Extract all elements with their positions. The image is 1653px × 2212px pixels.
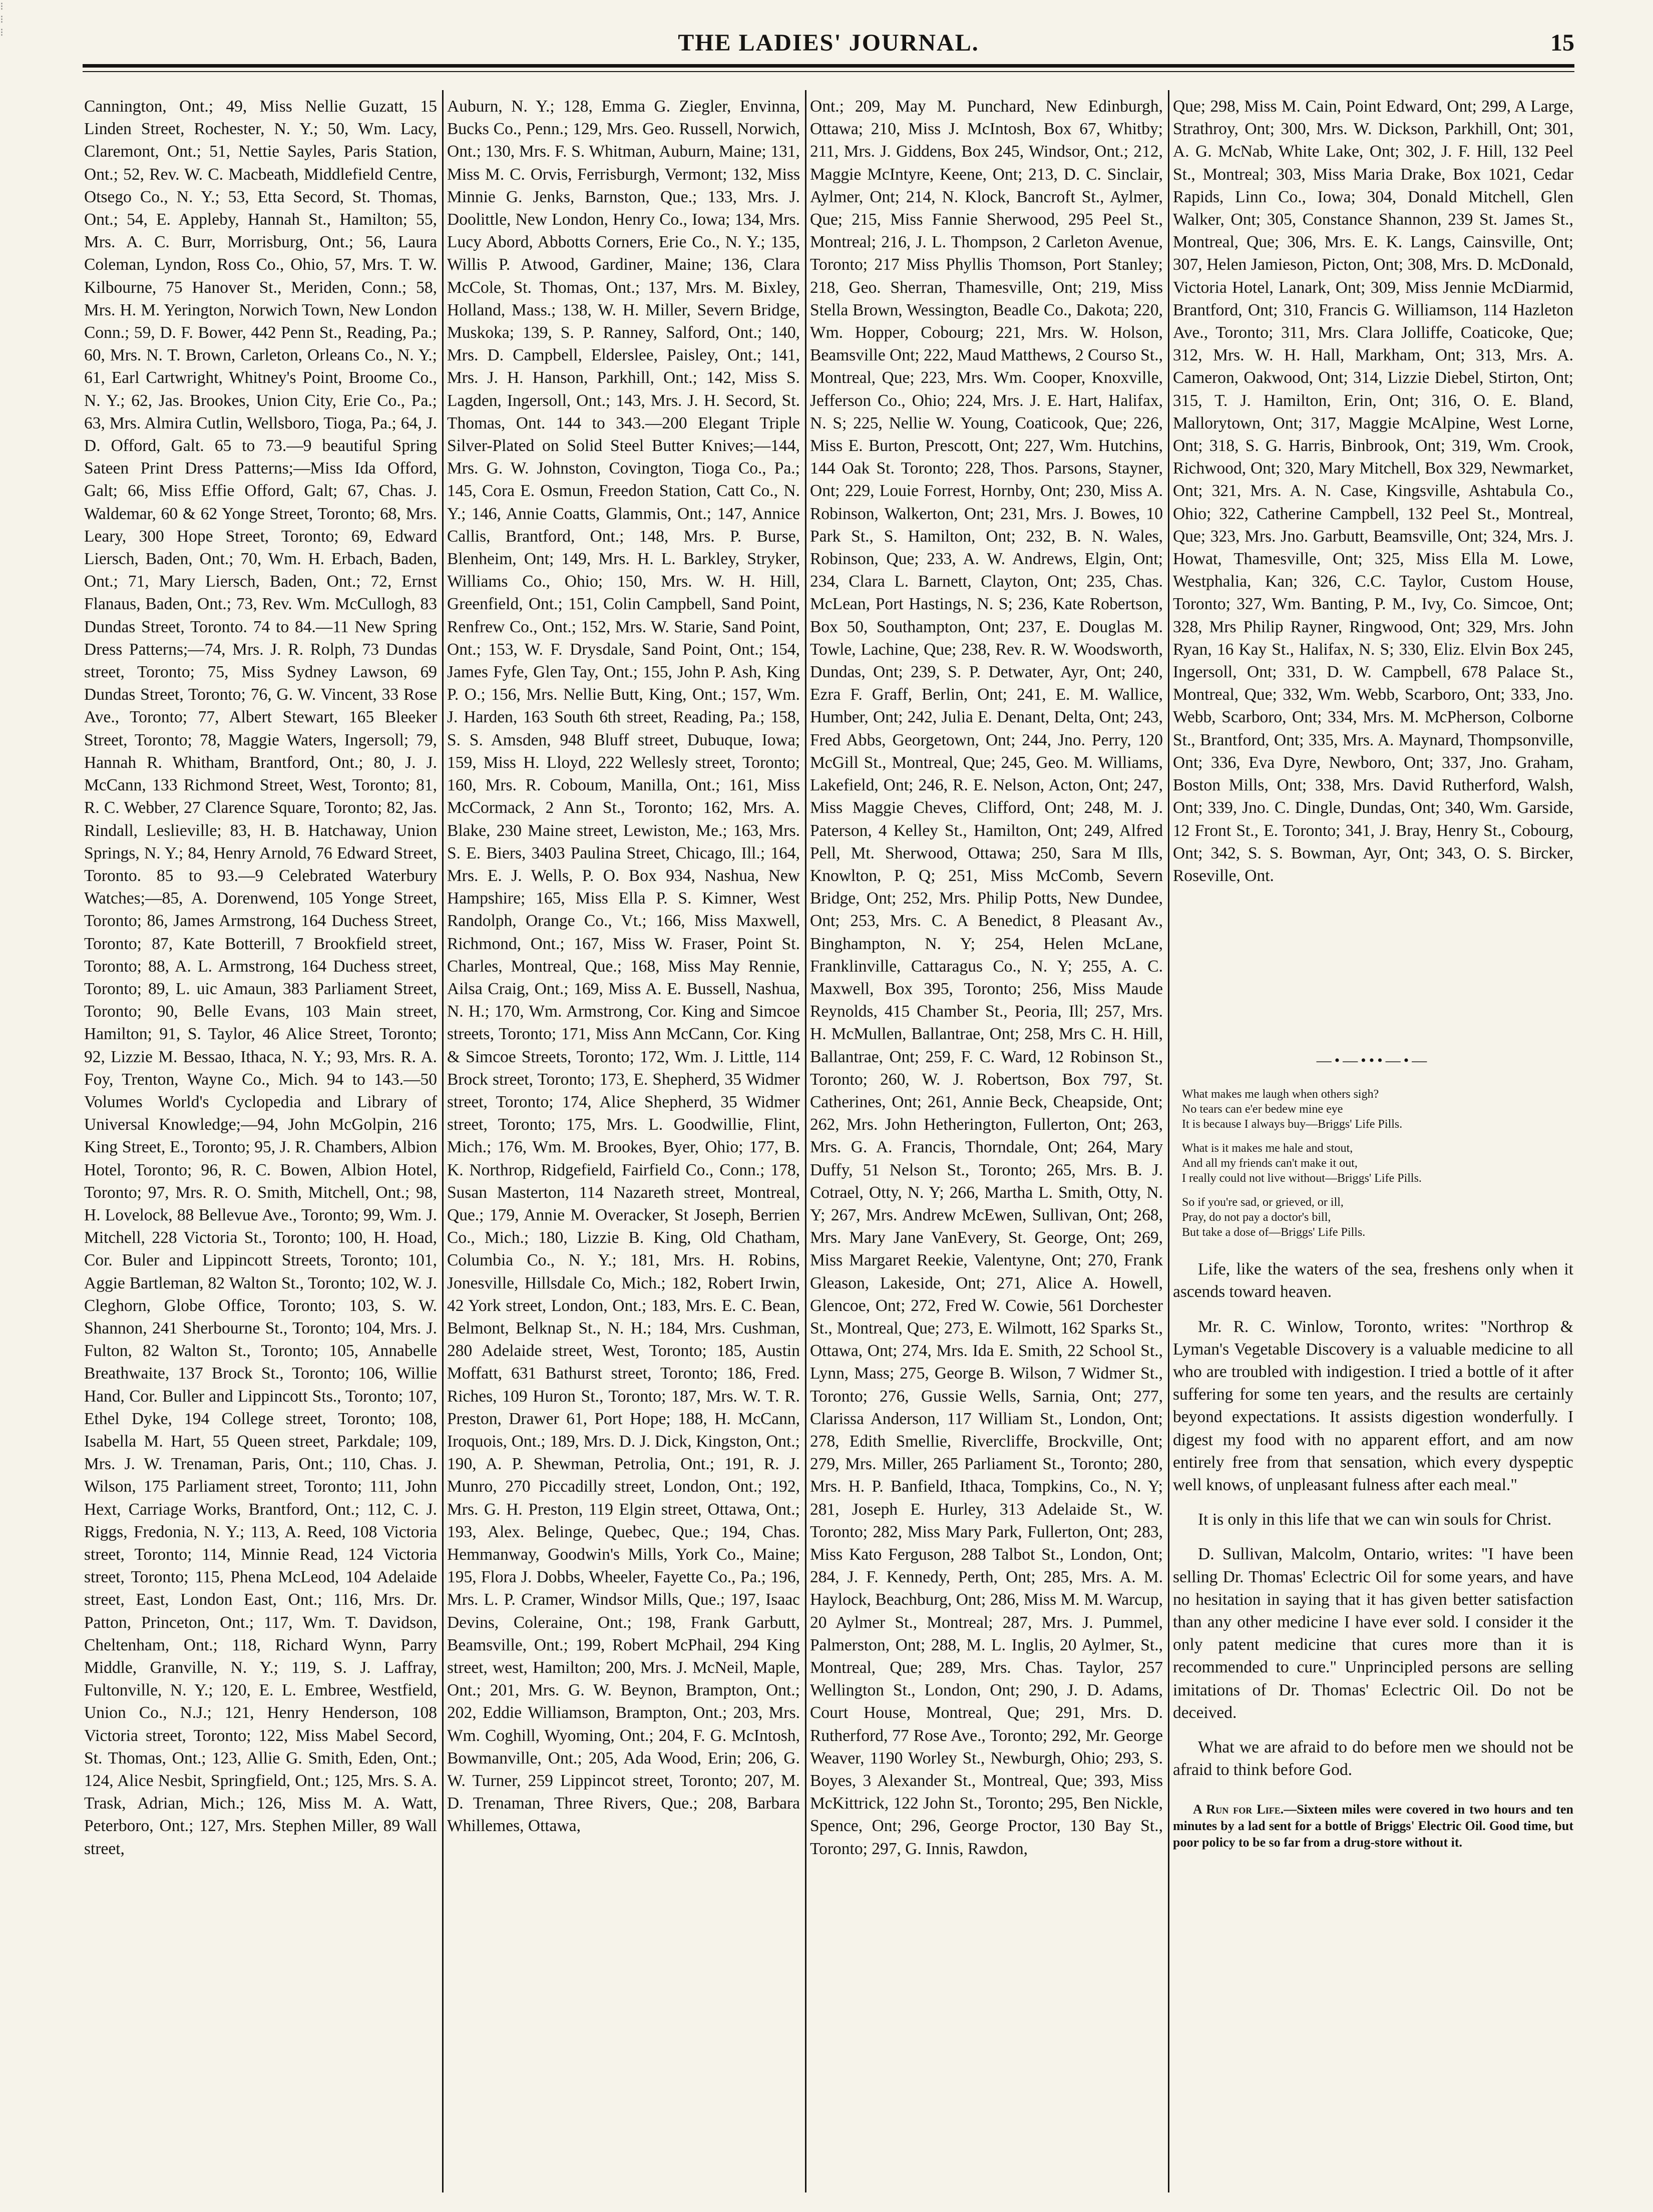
paragraph-afraid: What we are afraid to do before men we should not be afraid to think before God. <box>1173 1738 1573 1780</box>
verse-line: Pray, do not pay a doctor's bill, <box>1182 1211 1331 1224</box>
column-4 <box>1173 95 1573 2197</box>
paragraph-run-for-life <box>1173 1801 1573 1851</box>
paragraph-win-souls: It is only in this life that we can win souls for Christ. <box>1198 1510 1552 1529</box>
verse-line: I really could not live without—Briggs' Life Pills. <box>1182 1172 1422 1185</box>
prize-list-text: Ont.; 209, May M. Punchard, New Edinburgh, Ottawa; 210, Miss J. McIntosh, Box 67, Whitby; 211, Mrs. J. Giddens, Box 245, Windsor, Ont.; 212, Maggie McIntyre, Keene, Ont; 213, D. C. Sinclair, Aylmer, Ont; 214, N. Klock, Bancroft St., Aylmer, Que; 215, Miss Fannie Sherwood, 295 Peel St., Montreal; 216, J. L. Thompson, 2 Carleton Avenue, Toronto; 217 Miss Phyllis Thomson, Port Stanley; 218, Geo. Sherran, Thamesville, Ont; 219, Miss Stella Brown, Wessington, Beadle Co., Dakota; 220, Wm. Hopper, Cobourg; 221, Mrs. W. Holson, Beamsville Ont; 222, Maud Matthews, 2 Courso St., Montreal, Que; 223, Mrs. Wm. Cooper, Knoxville, Jefferson Co., Ohio; 224, Mrs. J. E. Hart, Halifax, N. S; 225, Nellie W. Young, Coaticook, Que; 226, Miss E. Burton, Prescott, Ont; 227, Wm. Hutchins, 144 Oak St. Toronto; 228, Thos. Parsons, Stayner, Ont; 229, Louie Forrest, Hornby, Ont; 230, Miss A. Robinson, Walkerton, Ont; 231, Mrs. J. Bowes, 10 Park St., S. Hamilton, Ont; 232, B. N. Wales, Robinson, Que; 233, A. W. Andrews, Elgin, Ont; 234, Clara L. Barnett, Clayton, Ont; 235, Chas. McLean, Port Hastings, N. S; 236, Kate Robertson, Box 50, Southampton, Ont; 237, E. Douglas M. Towle, Lachine, Que; 238, Rev. R. W. Woodsworth, Dundas, Ont; 239, S. P. Detwater, Ayr, Ont; 240, Ezra F. Graff, Berlin, Ont; 241, E. M. Wallice, Humber, Ont; 242, Julia E. Denant, Delta, Ont; 243, Fred Abbs, Georgetown, Ont; 244, Jno. Perry, 120 McGill St., Montreal, Que; 245, Geo. M. Williams, Lakefield, Ont; 246, R. E. Nelson, Acton, Ont; 247, Miss Maggie Cheves, Clifford, Ont; 248, M. J. Paterson, 4 Kelley St., Hamilton, Ont; 249, Alfred Pell, Mt. Sherwood, Ottawa; 250, Sara M Ills, Knowlton, P. Q; 251, Miss McComb, Severn Bridge, Ont; 252, Mrs. Philip Potts, New Dundee, Ont; 253, Mrs. C. A Benedict, 8 Pleasant Av., Binghampton, N. Y; 254, Helen McLane, Franklinville, Cattaragus Co., N. Y; 255, A. C. Maxwell, Box 395, Toronto; 256, Miss Maude Reynolds, 415 Chamber St., Peoria, Ill; 257, Mrs. H. McMullen, Ballantrae, Ont; 258, Mrs C. H. Hill, Ballantrae, Ont; 259, F. C. Ward, 12 Robinson St., Toronto; 260, W. J. Robertson, Box 797, St. Catherines, Ont; 261, Annie Beck, Cheapside, Ont; 262, Mrs. John Hetherington, Fullerton, Ont; 263, Mrs. G. A. Francis, Thorndale, Ont; 264, Mary Duffy, 51 Nelson St., Toronto; 265, Mrs. B. J. Cotrael, Otty, N. Y; 266, Martha L. Smith, Otty, N. Y; 267, Mrs. Andrew McEwen, Sullivan, Ont; 268, Mrs. Mary Jane VanEvery, St. George, Ont; 269, Miss Margaret Reekie, Valentyne, Ont; 270, Frank Gleason, Lakeside, Ont; 271, Alice A. Howell, Glencoe, Ont; 272, Fred W. Cowie, 561 Dorchester St., Montreal, Que; 273, E. Wilmott, 162 Sparks St., Ottawa, Ont; 274, Mrs. Ida E. Smith, 22 School St., Lynn, Mass; 275, George B. Wilson, 7 Widmer St., Toronto; 276, Gussie Wells, Sarnia, Ont; 277, Clarissa Anderson, 117 William St., London, Ont; 278, Edith Smellie, Rivercliffe, Brockville, Ont; 279, Mrs. Miller, 265 Parliament St., Toronto; 280, Mrs. H. P. Banfield, Ithaca, Tompkins, Co., N. Y; 281, Joseph E. Hurley, 313 Adelaide St., W. Toronto; 282, Miss Mary Park, Fullerton, Ont; 283, Miss Kato Ferguson, 288 Talbot St., London, Ont; 284, J. F. Kennedy, Perth, Ont; 285, Mrs. A. M. Haylock, Beachburg, Ont; 286, Miss M. M. Warcup, 20 Aylmer St., Montreal; 287, Mrs. J. Pummel, Palmerston, Ont; 288, M. L. Inglis, 20 Aylmer, St., Montreal, Que; 289, Mrs. Chas. Taylor, 257 Wellington St., London, Ont; 290, J. D. Adams, Court House, Montreal, Que; 291, Mrs. D. Rutherford, 77 Rose Ave., Toronto; 292, Mr. George Weaver, 1190 Worley St., Newburgh, Ohio; 293, S. Boyes, 3 Alexander St., Montreal, Que; 393, Miss McKittrick, 122 John St., Toronto; 295, Ben Nickle, Spence, Ont; 296, George Proctor, 130 Bay St., Toronto; 297, G. Innis, Rawdon, <box>810 97 1163 1858</box>
advert-verse-2 <box>1182 1141 1573 1186</box>
run-title: A Run for Life. <box>1193 1802 1284 1817</box>
prize-list-column-2 <box>447 95 800 2197</box>
prize-list-column-1 <box>84 95 437 2197</box>
verse-line: So if you're sad, or grieved, or ill, <box>1182 1196 1344 1209</box>
advert-verse-1 <box>1182 1087 1573 1132</box>
section-ornament: —•—•••—•— <box>1316 1052 1430 1069</box>
advert-verse-3 <box>1182 1195 1573 1240</box>
paragraph-winlow-testimonial: Mr. R. C. Winlow, Toronto, writes: "Northrop & Lyman's Vegetable Discovery is a valuable medicine to all who are troubled with indigestion. I tried a bottle of it after suffering for some ten years, and the results are certainly beyond expectations. It assists digestion wonderfully. I digest my food with no apparent effort, and am now entirely free from that sensation, which every dyspeptic well knows, of unpleasant fulness after each meal." <box>1173 1317 1573 1495</box>
paragraph-sullivan-testimonial: D. Sullivan, Malcolm, Ontario, writes: "I have been selling Dr. Thomas' Eclectric Oil for some years, and have no hesitation in saying that it has given better satisfaction than any other medicine I have ever sold. I consider it the only patent medicine that cures more than it is recommended to cure." Unprincipled persons are selling imitations of Dr. Thomas' Eclectric Oil. Do not be deceived. <box>1173 1545 1573 1722</box>
column-divider <box>442 90 444 2192</box>
header-rule-thick <box>83 64 1574 68</box>
prize-list-text: Que; 298, Miss M. Cain, Point Edward, Ont; 299, A Large, Strathroy, Ont; 300, Mrs. W. Dickson, Parkhill, Ont; 301, A. G. McNab, White Lake, Ont; 302, J. F. Hill, 132 Peel St., Montreal; 303, Miss Maria Drake, Box 1021, Cedar Rapids, Linn Co., Iowa; 304, Donald Mitchell, Glen Walker, Ont; 305, Constance Shannon, 239 St. James St., Montreal, Que; 306, Mrs. E. K. Langs, Cainsville, Ont; 307, Helen Jamieson, Picton, Ont; 308, Mrs. D. McDonald, Victoria Hotel, Lanark, Ont; 309, Miss Jennie McDiarmid, Brantford, Ont; 310, Francis G. Williamson, 114 Hazleton Ave., Toronto; 311, Mrs. Clara Jolliffe, Coaticoke, Que; 312, Mrs. W. H. Hall, Markham, Ont; 313, Mrs. A. Cameron, Oakwood, Ont; 314, Lizzie Diebel, Stirton, Ont; 315, T. J. Hamilton, Erin, Ont; 316, O. E. Bland, Mallorytown, Ont; 317, Maggie McAlpine, West Lorne, Ont; 318, S. G. Harris, Binbrook, Ont; 319, Wm. Crook, Richwood, Ont; 320, Mary Mitchell, Box 329, Newmarket, Ont; 321, Mrs. A. N. Case, Kingsville, Ashtabula Co., Ohio; 322, Catherine Campbell, 132 Peel St., Montreal, Que; 323, Mrs. Jno. Garbutt, Beamsville, Ont; 324, Mrs. J. Howat, Thamesville, Ont; 325, Miss Ella M. Lowe, Westphalia, Kan; 326, C.C. Taylor, Custom House, Toronto; 327, Wm. Banting, P. M., Ivy, Co. Simcoe, Ont; 328, Mrs Philip Rayner, Ringwood, Ont; 329, Mrs. John Ryan, 16 Kay St., Halifax, N. S; 330, Eliz. Elvin Box 245, Ingersoll, Ont; 331, D. W. Campbell, 678 Palace St., Montreal, Que; 332, Wm. Webb, Scarboro, Ont; 333, Jno. Webb, Scarboro, Ont; 334, Mrs. M. McPherson, Colborne St., Brantford, Ont; 335, Mrs. A. Maynard, Thompsonville, Ont; 336, Eva Dyre, Newboro, Ont; 337, Jno. Graham, Boston Mills, Ont; 338, Mrs. David Rutherford, Walsh, Ont; 339, Jno. C. Dingle, Dundas, Ont; 340, Wm. Garside, 12 Front St., E. Toronto; 341, J. Bray, Henry St., Cobourg, Ont; 342, S. S. Bowman, Ayr, Ont; 343, O. S. Bircker, Roseville, Ont. <box>1173 97 1573 885</box>
verse-line: No tears can e'er bedew mine eye <box>1182 1103 1343 1116</box>
header-rule-thin <box>83 71 1574 72</box>
page-number: 15 <box>1550 30 1574 56</box>
column-divider <box>1168 90 1169 2192</box>
column-divider <box>805 90 806 2192</box>
verse-line: What is it makes me hale and stout, <box>1182 1142 1353 1155</box>
run-body: —Sixteen miles were covered in two hours and ten minutes by a lad sent for a bottle of Briggs' Electric Oil. Good time, but poor policy to be so far from a drug-store without it. <box>1173 1802 1573 1850</box>
paragraph-waters: Life, like the waters of the sea, freshens only when it ascends toward heaven. <box>1173 1260 1573 1301</box>
binding-edge-marks: ⁝ ⁝ ⁝ <box>0 0 4 39</box>
prize-list-text: Auburn, N. Y.; 128, Emma G. Ziegler, Envinna, Bucks Co., Penn.; 129, Mrs. Geo. Russell, Norwich, Ont.; 130, Mrs. F. S. Whitman, Auburn, Maine; 131, Miss M. C. Orvis, Ferrisburgh, Vermont; 132, Miss Minnie G. Jenks, Barnston, Que.; 133, Mrs. J. Doolittle, New London, Henry Co., Iowa; 134, Mrs. Lucy Abord, Abbotts Corners, Erie Co., N. Y.; 135, Willis P. Atwood, Gardiner, Maine; 136, Clara McCole, St. Thomas, Ont.; 137, Mrs. M. Bixley, Holland, Mass.; 138, W. H. Miller, Severn Bridge, Muskoka; 139, S. P. Ranney, Salford, Ont.; 140, Mrs. D. Campbell, Elderslee, Paisley, Ont.; 141, Mrs. J. H. Hanson, Parkhill, Ont.; 142, Miss S. Lagden, Ingersoll, Ont.; 143, Mrs. J. H. Secord, St. Thomas, Ont. 144 to 343.—200 Elegant Triple Silver-Plated on Solid Steel Butter Knives;—144, Mrs. G. W. Johnston, Covington, Tioga Co., Pa.; 145, Cora E. Osmun, Freedon Station, Catt Co., N. Y.; 146, Annie Coatts, Glammis, Ont.; 147, Annice Callis, Brantford, Ont.; 148, Mrs. P. Burse, Blenheim, Ont; 149, Mrs. H. L. Barkley, Stryker, Williams Co., Ohio; 150, Mrs. W. H. Hill, Greenfield, Ont.; 151, Colin Campbell, Sand Point, Renfrew Co., Ont.; 152, Mrs. W. Starie, Sand Point, Ont.; 153, W. F. Drysdale, Sand Point, Ont.; 154, James Fyfe, Glen Tay, Ont.; 155, John P. Ash, King P. O.; 156, Mrs. Nellie Butt, King, Ont.; 157, Wm. J. Harden, 163 South 6th street, Reading, Pa.; 158, S. S. Amsden, 948 Bluff street, Dubuque, Iowa; 159, Miss H. Lloyd, 222 Wellesly street, Toronto; 160, Mrs. R. Coboum, Manilla, Ont.; 161, Miss McCormack, 2 Ann St., Toronto; 162, Mrs. A. Blake, 230 Maine street, Lewiston, Me.; 163, Mrs. S. E. Biers, 3403 Paulina Street, Chicago, Ill.; 164, Mrs. E. J. Wells, P. O. Box 934, Nashua, New Hampshire; 165, Miss Ella P. S. Kimner, West Randolph, Orange Co., Vt.; 166, Miss Maxwell, Richmond, Ont.; 167, Miss W. Fraser, Point St. Charles, Montreal, Que.; 168, Miss May Rennie, Ailsa Craig, Ont.; 169, Miss A. E. Bussell, Nashua, N. H.; 170, Wm. Armstrong, Cor. King and Simcoe streets, Toronto; 171, Miss Ann McCann, Cor. King & Simcoe Streets, Toronto; 172, Wm. J. Little, 114 Brock street, Toronto; 173, E. Shepherd, 35 Widmer street, Toronto; 174, Alice Shepherd, 35 Widmer street, Toronto; 175, Mrs. L. Goodwillie, Flint, Mich.; 176, Wm. M. Brookes, Byer, Ohio; 177, B. K. Northrop, Ridgefield, Fairfield Co., Conn.; 178, Susan Masterton, 114 Nazareth street, Montreal, Que.; 179, Annie M. Overacker, St Joseph, Berrien Co., Mich.; 180, Lizzie B. King, Old Chatham, Columbia Co., N. Y.; 181, Mrs. H. Robins, Jonesville, Hillsdale Co, Mich.; 182, Robert Irwin, 42 York street, London, Ont.; 183, Mrs. E. C. Bean, Belmont, Belknap St., N. H.; 184, Mrs. Cushman, 280 Adelaide street, West, Toronto; 185, Austin Moffatt, 631 Bathurst street, Toronto; 186, Fred. Riches, 109 Huron St., Toronto; 187, Mrs. W. T. R. Preston, Drawer 61, Port Hope; 188, H. McCann, Iroquois, Ont.; 189, Mrs. D. J. Dick, Kingston, Ont.; 190, A. P. Shewman, Petrolia, Ont.; 191, R. J. Munro, 270 Piccadilly street, London, Ont.; 192, Mrs. G. H. Preston, 119 Elgin street, Ottawa, Ont.; 193, Alex. Belinge, Quebec, Que.; 194, Chas. Hemmanway, Goodwin's Mills, York Co., Maine; 195, Flora J. Dobbs, Wheeler, Fayette Co., Pa.; 196, Mrs. L. P. Cramer, Windsor Mills, Que.; 197, Isaac Devins, Coleraine, Ont.; 198, Frank Garbutt, Beamsville, Ont.; 199, Robert McPhail, 294 King street, west, Hamilton; 200, Mrs. J. McNeil, Maple, Ont.; 201, Mrs. G. W. Beynon, Brampton, Ont.; 202, Eddie Williamson, Brampton, Ont.; 203, Mrs. Wm. Coghill, Wyoming, Ont.; 204, F. G. McIntosh, Bowmanville, Ont.; 205, Ada Wood, Erin; 206, G. W. Turner, 259 Lippincot street, Toronto; 207, M. D. Trenaman, Three Rivers, Que.; 208, Barbara Whillemes, Ottawa, <box>447 97 800 1836</box>
prize-list-column-4 <box>1173 95 1573 1036</box>
verse-line: But take a dose of—Briggs' Life Pills. <box>1182 1226 1366 1239</box>
prize-list-column-3 <box>810 95 1163 2197</box>
journal-title: THE LADIES' JOURNAL. <box>678 30 979 56</box>
verse-line: What makes me laugh when others sigh? <box>1182 1088 1379 1101</box>
prize-list-text: Cannington, Ont.; 49, Miss Nellie Guzatt, 15 Linden Street, Rochester, N. Y.; 50, Wm. Lacy, Claremont, Ont.; 51, Nettie Sayles, Paris Station, Ont.; 52, Rev. W. C. Macbeath, Middlefield Centre, Otsego Co., N. Y.; 53, Etta Secord, St. Thomas, Ont.; 54, E. Appleby, Hannah St., Hamilton; 55, Mrs. A. C. Burr, Morrisburg, Ont.; 56, Laura Coleman, Lyndon, Ross Co., Ohio, 57, Mrs. T. W. Kilbourne, 75 Hanover St., Meriden, Conn.; 58, Mrs. H. M. Yerington, Norwich Town, New London Conn.; 59, D. F. Bower, 442 Penn St., Reading, Pa.; 60, Mrs. N. T. Brown, Carleton, Orleans Co., N. Y.; 61, Earl Cartwright, Whitney's Point, Broome Co., N. Y.; 62, Jas. Brookes, Union City, Erie Co., Pa.; 63, Mrs. Almira Cutlin, Wellsboro, Tioga, Pa.; 64, J. D. Offord, Galt. 65 to 73.—9 beautiful Spring Sateen Print Dress Patterns;—Miss Ida Offord, Galt; 66, Miss Effie Offord, Galt; 67, Chas. J. Waldemar, 60 & 62 Yonge Street, Toronto; 68, Mrs. Leary, 300 Hope Street, Toronto; 69, Edward Liersch, Baden, Ont.; 70, Wm. H. Erbach, Baden, Ont.; 71, Mary Liersch, Baden, Ont.; 72, Ernst Flanaus, Baden, Ont.; 73, Rev. Wm. McCullogh, 83 Dundas Street, Toronto. 74 to 84.—11 New Spring Dress Patterns;—74, Mrs. J. R. Rolph, 73 Dundas street, Toronto; 75, Miss Sydney Lawson, 69 Dundas Street, Toronto; 76, G. W. Vincent, 33 Rose Ave., Toronto; 77, Albert Stewart, 165 Bleeker Street, Toronto; 78, Maggie Waters, Ingersoll; 79, Hannah R. Whitham, Brantford, Ont.; 80, J. J. McCann, 133 Richmond Street, West, Toronto; 81, R. C. Webber, 27 Clarence Square, Toronto; 82, Jas. Rindall, Leslieville; 83, H. B. Hatchaway, Union Springs, N. Y.; 84, Henry Arnold, 76 Edward Street, Toronto. 85 to 93.—9 Celebrated Waterbury Watches;—85, A. Dorenwend, 105 Yonge Street, Toronto; 86, James Armstrong, 164 Duchess Street, Toronto; 87, Kate Botterill, 7 Brookfield street, Toronto; 88, A. L. Armstrong, 164 Duchess street, Toronto; 89, L. uic Amaun, 383 Parliament Street, Toronto; 90, Belle Evans, 103 Main street, Hamilton; 91, S. Taylor, 46 Alice Street, Toronto; 92, Lizzie M. Bessao, Ithaca, N. Y.; 93, Mrs. R. A. Foy, Trenton, Wayne Co., Mich. 94 to 143.—50 Volumes World's Cyclopedia and Library of Universal Knowledge;—94, John McGolpin, 216 King Street, E., Toronto; 95, J. R. Chambers, Albion Hotel, Toronto; 96, R. C. Bowen, Albion Hotel, Toronto; 97, Mrs. R. O. Smith, Mitchell, Ont.; 98, H. Lovelock, 88 Bellevue Ave., Toronto; 99, Wm. J. Mitchell, 228 Victoria St., Toronto; 100, H. Hoad, Cor. Buler and Lippincott Streets, Toronto; 101, Aggie Bartleman, 82 Walton St., Toronto; 102, W. J. Cleghorn, Globe Office, Toronto; 103, S. W. Shannon, 241 Sherbourne St., Toronto; 104, Mrs. J. Fulton, 82 Walton St., Toronto; 105, Annabelle Breathwaite, 137 Brock St., Toronto; 106, Willie Hand, Cor. Buller and Lippincott Sts., Toronto; 107, Ethel Dyke, 194 College street, Toronto; 108, Isabella M. Hart, 55 Queen street, Parkdale; 109, Mrs. J. W. Trenaman, Paris, Ont.; 110, Chas. J. Wilson, 175 Parliament street, Toronto; 111, John Hext, Carriage Works, Brantford, Ont.; 112, C. J. Riggs, Fredonia, N. Y.; 113, A. Reed, 108 Victoria street, Toronto; 114, Minnie Read, 124 Victoria street, Toronto; 115, Phena McLeod, 104 Adelaide street, East, London East, Ont.; 116, Mrs. Dr. Patton, Princeton, Ont.; 117, Wm. T. Davidson, Cheltenham, Ont.; 118, Richard Wynn, Parry Middle, Granville, N. Y.; 119, S. J. Laffray, Fultonville, N. Y.; 120, E. L. Embree, Westfield, Union Co., N.J.; 121, Henry Henderson, 108 Victoria street, Toronto; 122, Miss Mabel Secord, St. Thomas, Ont.; 123, Allie G. Smith, Eden, Ont.; 124, Alice Nesbit, Springfield, Ont.; 125, Mrs. S. A. Trask, Adrian, Mich.; 126, Miss M. A. Watt, Peterboro, Ont.; 127, Mrs. Stephen Miller, 89 Wall street, <box>84 97 437 1858</box>
verse-line: And all my friends can't make it out, <box>1182 1157 1358 1170</box>
verse-line: It is because I always buy—Briggs' Life Pills. <box>1182 1118 1403 1131</box>
